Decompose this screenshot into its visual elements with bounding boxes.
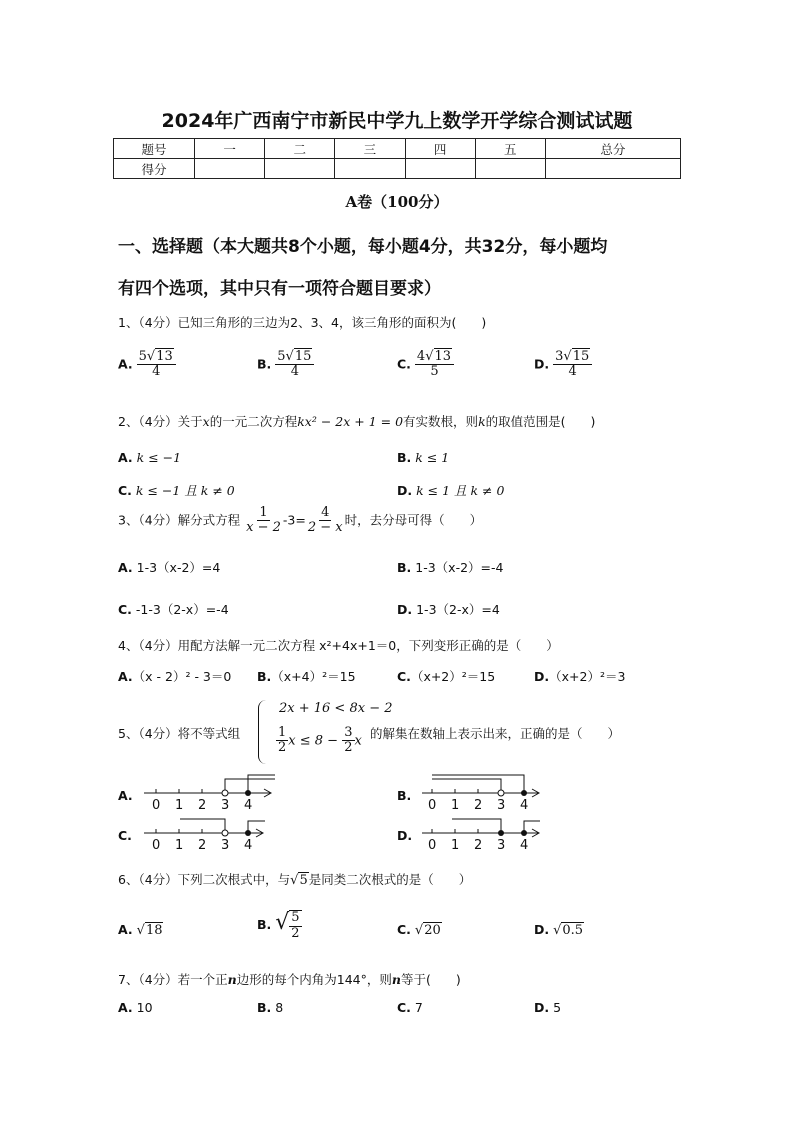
tick-label: 2 — [474, 838, 483, 852]
option-label: B. — [257, 356, 272, 372]
system-brace — [258, 700, 273, 764]
score-row-label: 得分 — [114, 159, 195, 179]
score-header-cell: 二 — [265, 139, 335, 159]
tick-label: 4 — [244, 798, 253, 812]
tick-label: 1 — [451, 798, 460, 812]
radical: √5 — [290, 873, 308, 888]
tick-label: 0 — [152, 798, 161, 812]
tick-label: 2 — [198, 798, 207, 812]
q5-option-a-label[interactable]: A. — [118, 788, 133, 803]
tick-label: 3 — [221, 798, 230, 812]
tick-label: 2 — [474, 798, 483, 812]
tick-label: 1 — [175, 838, 184, 852]
fraction: $\frac{5√13}{4}$ — [137, 350, 176, 380]
tick-label: 0 — [152, 838, 161, 852]
score-table — [113, 138, 681, 179]
q6-option-c[interactable]: C. √20 — [397, 922, 441, 938]
q1-option-a[interactable] — [118, 350, 176, 380]
q4-option-a[interactable]: A.（x - 2）² - 3＝0 — [118, 669, 232, 684]
q5-option-c-number-line[interactable] — [140, 812, 290, 852]
question-6-text: 6、（4分）下列二次根式中，与√5是同类二次根式的是（ ） — [118, 872, 472, 888]
q6-option-b[interactable]: B. √ $\frac{5}{2}$ — [257, 910, 300, 941]
q1-option-c[interactable] — [397, 350, 454, 380]
score-header-cell: 五 — [475, 139, 545, 159]
score-header-cell: 题号 — [114, 139, 195, 159]
q3-option-c[interactable]: C. -1-3（2-x）=-4 — [118, 602, 229, 617]
q7-option-c[interactable]: C. 7 — [397, 1000, 423, 1015]
tick-label: 4 — [244, 838, 253, 852]
q6-option-a[interactable]: A. √18 — [118, 922, 163, 938]
score-cell[interactable] — [335, 159, 405, 179]
q1-option-b[interactable] — [257, 350, 314, 380]
part-heading-line1: 一、选择题（本大题共8个小题，每小题4分，共32分，每小题均 — [118, 237, 608, 257]
question-2-text: 2、（4分）关于x的一元二次方程kx² − 2x + 1 = 0有实数根，则k的取值范围是( ) — [118, 414, 596, 429]
q6-option-d[interactable]: D. √0.5 — [534, 922, 584, 938]
part-heading-line2: 有四个选项，其中只有一项符合题目要求） — [118, 279, 441, 299]
score-cell[interactable] — [405, 159, 475, 179]
tick-label: 4 — [520, 798, 529, 812]
score-table-header-row — [114, 139, 681, 159]
tick-label: 0 — [428, 798, 437, 812]
q3-option-a[interactable]: A. 1-3（x-2）=4 — [118, 560, 221, 575]
q1-option-d[interactable] — [534, 350, 592, 380]
score-cell[interactable] — [475, 159, 545, 179]
score-header-cell: 总分 — [545, 139, 680, 159]
option-label: D. — [534, 356, 550, 372]
fraction: $\frac{1}{x - 2}$ — [246, 505, 281, 536]
score-header-cell: 四 — [405, 139, 475, 159]
tick-label: 1 — [451, 838, 460, 852]
q3-option-d[interactable]: D. 1-3（2-x）=4 — [397, 602, 500, 617]
tick-label: 1 — [175, 798, 184, 812]
option-label: A. — [118, 356, 133, 372]
fraction: $\frac{5√15}{4}$ — [275, 350, 314, 380]
inequality-2: $\frac{1}{2}$ x ≤ 8 − $\frac{3}{2}$ x — [278, 725, 362, 756]
q4-option-d[interactable]: D.（x+2）²＝3 — [534, 669, 626, 684]
fraction: $\frac{4}{2 - x}$ — [307, 505, 343, 536]
q5-option-b-number-line[interactable] — [418, 772, 568, 812]
option-label: C. — [397, 356, 411, 372]
score-header-cell: 三 — [335, 139, 405, 159]
question-3-text: 3、（4分）解分式方程 $\frac{1}{x - 2}$ -3= $\frac{4}{2 - x}$ 时，去分母可得（ ） — [118, 505, 483, 536]
q3-option-b[interactable]: B. 1-3（x-2）=-4 — [397, 560, 504, 575]
tick-label: 3 — [497, 838, 506, 852]
tick-label: 3 — [221, 838, 230, 852]
q5-option-c-label[interactable]: C. — [118, 828, 132, 843]
q2-option-d[interactable]: D. k ≤ 1 且 k ≠ 0 — [397, 483, 505, 498]
q4-option-c[interactable]: C.（x+2）²＝15 — [397, 669, 496, 684]
q2-option-c[interactable]: C. k ≤ −1 且 k ≠ 0 — [118, 483, 235, 498]
fraction: $\frac{3√15}{4}$ — [553, 350, 592, 380]
score-cell[interactable] — [265, 159, 335, 179]
inequality-1: 2x + 16 < 8x − 2 — [279, 701, 393, 716]
q7-option-d[interactable]: D. 5 — [534, 1000, 562, 1015]
score-header-cell: 一 — [195, 139, 265, 159]
question-1-text: 1、（4分）已知三角形的三边为2、3、4，该三角形的面积为( ) — [118, 315, 487, 330]
question-4-text: 4、（4分）用配方法解一元二次方程 x²+4x+1＝0，下列变形正确的是（ ） — [118, 638, 559, 653]
exam-title: 2024年广西南宁市新民中学九上数学开学综合测试试题 — [161, 110, 633, 132]
score-cell[interactable] — [545, 159, 680, 179]
tick-label: 2 — [198, 838, 207, 852]
question-7-text: 7、（4分）若一个正n边形的每个内角为144°，则n等于( ) — [118, 972, 461, 987]
fraction: $\frac{4√13}{5}$ — [415, 350, 454, 380]
q5-option-d-number-line[interactable] — [418, 812, 568, 852]
tick-label: 0 — [428, 838, 437, 852]
score-table-score-row — [114, 159, 681, 179]
q7-option-b[interactable]: B. 8 — [257, 1000, 284, 1015]
tick-label: 3 — [497, 798, 506, 812]
q5-option-a-number-line[interactable] — [140, 772, 290, 812]
score-cell[interactable] — [195, 159, 265, 179]
q2-option-b[interactable]: B. k ≤ 1 — [397, 450, 450, 465]
q4-option-b[interactable]: B.（x+4）²＝15 — [257, 669, 356, 684]
question-5-pre: 5、（4分）将不等式组 — [118, 726, 241, 741]
tick-label: 4 — [520, 838, 529, 852]
q5-option-d-label[interactable]: D. — [397, 828, 413, 843]
section-title: A卷（100分） — [345, 193, 449, 211]
q7-option-a[interactable]: A. 10 — [118, 1000, 153, 1015]
q5-option-b-label[interactable]: B. — [397, 788, 412, 803]
q2-option-a[interactable]: A. k ≤ −1 — [118, 450, 182, 465]
question-5-post: 的解集在数轴上表示出来，正确的是（ ） — [370, 726, 621, 741]
